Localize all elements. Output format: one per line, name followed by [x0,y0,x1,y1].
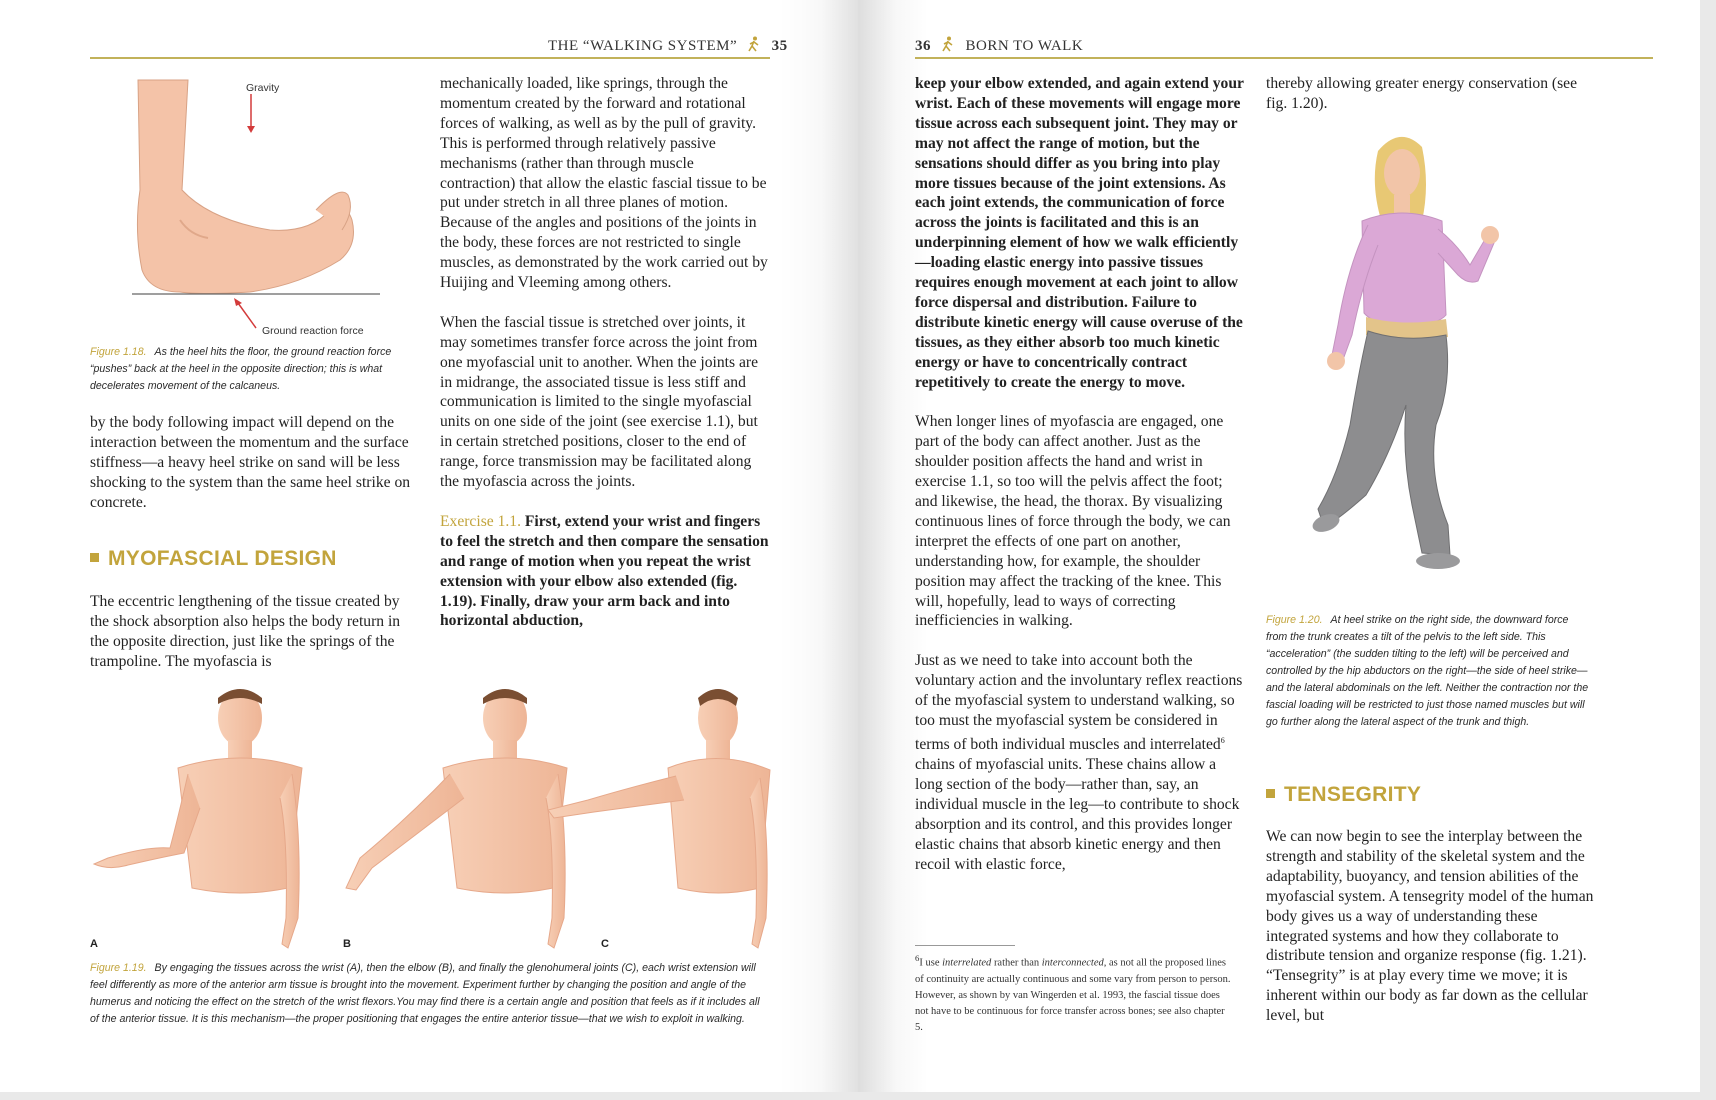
exercise-text: First, extend your wrist and fingers to feel the stretch and then compare the sensation and range of motion when you repeat the wrist extension with your elbow also extended (fig. 1.19). Finally, draw your arm back and into horizontal abduction, [440,512,769,630]
page-number: 35 [771,38,788,54]
running-head-title: BORN TO WALK [965,38,1084,54]
footnote-rule [915,945,1015,946]
header-rule [90,57,770,59]
running-head-title: THE “WALKING SYSTEM” [548,38,738,54]
exercise-label: Exercise 1.1. [440,512,521,530]
footnote-ref: 6 [1220,735,1225,745]
page-number: 36 [915,38,931,54]
heading-text: MYOFASCIAL DESIGN [108,547,337,570]
right-col2-para2: We can now begin to see the interplay between the strength and stability of the skeletal system and the adaptability, buoyancy, and tension abilities of the myofascial system. A tensegrity model of the human body gives us a way of understanding these integrated systems and how they collaborate to distribute tension and organize response (fig. 1.21). “Tensegrity” is at play every time we move; it is inherent within our body as far down as the cellular level, but [1266,828,1594,1025]
right-col1-para2: When longer lines of myofascia are engaged, one part of the body can affect another. Just as the shoulder position affects the hand and wrist in exercise 1.1, so too will the pelvis affect the foot; and likewise, the head, the thorax. By visualizing continuous lines of force through the body, we can interpret the effects of one part on another, understanding how, for example, the shoulder position may affect the tracking of the knee. This will, hopefully, lead to ways of correcting inefficiencies in walking. [915,413,1231,630]
running-head-right [915,36,1083,55]
walker-icon [747,36,761,52]
caption-text: By engaging the tissues across the wrist (A), then the elbow (B), and finally the glenohumeral joints (C), each wrist extension will feel differently as more of the anterior arm tissue is brought into the movement. Experiment further by changing the position and angle of the humerus and noticing the effect on the stretch of the wrist flexors.You may find there is a certain angle and position that feels as if it includes all of the anterior tissue. It is this mechanism—the proper positioning that engages the entire anterior tissue—that we wish to exploit in walking. [90,962,760,1025]
figure-119-caption [90,960,770,1028]
torso-a [94,689,302,948]
right-col1-para3 [915,651,1247,874]
right-col1 [915,74,1247,894]
left-col2 [440,74,770,651]
fn-part: rather than [993,957,1040,969]
walker-icon [941,36,955,52]
fn-part: as not all the proposed lines of continuity are actually continuous and some vary from person to person. However, as shown by van Wingerden et al. 1993, the fascial tissue does not have to be continuous for force transfer across bones; see also chapter 5. [915,957,1231,1033]
section-heading-tensegrity [1266,783,1421,807]
footnote [915,950,1235,1036]
torso-c [548,689,770,948]
header-rule [915,57,1653,59]
foot-diagram [120,70,380,340]
footnote-mark: 6 [915,953,920,963]
left-col2-para1: mechanically loaded, like springs, through the momentum created by the forward and rotational forces of walking, as well as by the pull of gravity. This is performed through relatively passive mechanisms (rather than through muscle contraction) that allow the elastic fascial tissue to be put under stretch in all three planes of motion. Because of the angles and positions of the joints in the body, these forces are not restricted to single muscles, as demonstrated by the work carried out by Huijing and Vleeming among others. [440,75,768,292]
right-page [858,0,1700,1092]
torso-b [346,689,567,948]
exercise-block [440,512,770,631]
walking-woman-figure [1308,125,1568,575]
arm-stretch-diagram [88,688,778,958]
fn-part: interrelated [942,957,992,969]
gravity-label: Gravity [246,82,280,94]
caption-label: Figure 1.19. [90,962,147,974]
ground-force-arrow-icon [238,303,256,328]
left-col1-para1: by the body following impact will depend on the interaction between the momentum and the surface stiffness—a heavy heel strike on sand will be less shocking to the system than the same heel strike on concrete. [90,414,411,511]
figure-label-c: C [601,938,609,950]
figure-label-b: B [343,938,351,950]
figure-118-caption [90,344,420,395]
fn-part: I use [919,957,940,969]
running-head-left [548,36,788,55]
caption-text: As the heel hits the floor, the ground reaction force “pushes” back at the heel in the opposite direction; this is what decelerates movement of the calcaneus. [90,346,392,392]
caption-text: At heel strike on the right side, the downward force from the trunk creates a tilt of the pelvis to the left side. This “acceleration” (the sudden tilting to the left) will be perceived and controlled by the hip abductors on the right—the side of heel strike—and the lateral abdominals on the left. Neither the contraction nor the fascial loading will be restricted to just those named muscles but will go further along the lateral aspect of the trunk and thigh. [1266,614,1589,728]
fn-part: interconnected, [1041,957,1107,969]
left-col2-para2: When the fascial tissue is stretched over joints, it may sometimes transfer force across the joint from one myofascial unit to another. When the joints are in midrange, the associated tissue is less stiff and communication is limited to the single myofascial units on one side of the joint (see exercise 1.1), but in certain stretched positions, closer to the end of range, force transmission may be facilitated along the myofascia across the joints. [440,313,758,491]
right-col2-para1: thereby allowing greater energy conservation (see fig. 1.20). [1266,75,1578,112]
section-heading-myofascial [90,547,337,571]
ground-reaction-label: Ground reaction force [262,325,364,337]
figure-label-a: A [90,938,98,950]
figure-120-caption [1266,612,1591,731]
left-col1-para2: The eccentric lengthening of the tissue created by the shock absorption also helps the body return in the opposite direction, just like the springs of the trampoline. The myofascia is [90,593,401,670]
caption-label: Figure 1.18. [90,346,147,358]
left-page [0,0,858,1092]
book-gutter [820,0,896,1092]
caption-label: Figure 1.20. [1266,614,1323,626]
para3-b: chains of myofascial units. These chains allow a long section of the body—rather than, say, an individual muscle in the leg—to contribute to shock absorption and its control, and this provides longer elastic chains that absorb kinetic energy and then recoil with elastic force, [915,755,1240,873]
right-col1-para1: keep your elbow extended, and again extend your wrist. Each of these movements will engage more tissue across each subsequent joint. They may or may not affect the range of motion, but the sensations should differ as you bring into play more tissues because of the joint extensions. As each joint extends, the communication of force across the joints is facilitated and this is an underpinning element of how we walk efficiently—loading elastic energy into passive tissues requires enough movement at each joint to allow force dispersal and distribution. Failure to distribute kinetic energy will cause overuse of the tissues, as they either absorb too much kinetic energy or have to concentrically contract repetitively to create the energy to move. [915,75,1244,391]
heading-text: TENSEGRITY [1284,783,1422,806]
para3-a: Just as we need to take into account both the voluntary action and the involuntary reflex reactions of the myofascial system to understand walking, so too must the myofascial system be considered in terms of both individual muscles and interrelated [915,652,1243,754]
